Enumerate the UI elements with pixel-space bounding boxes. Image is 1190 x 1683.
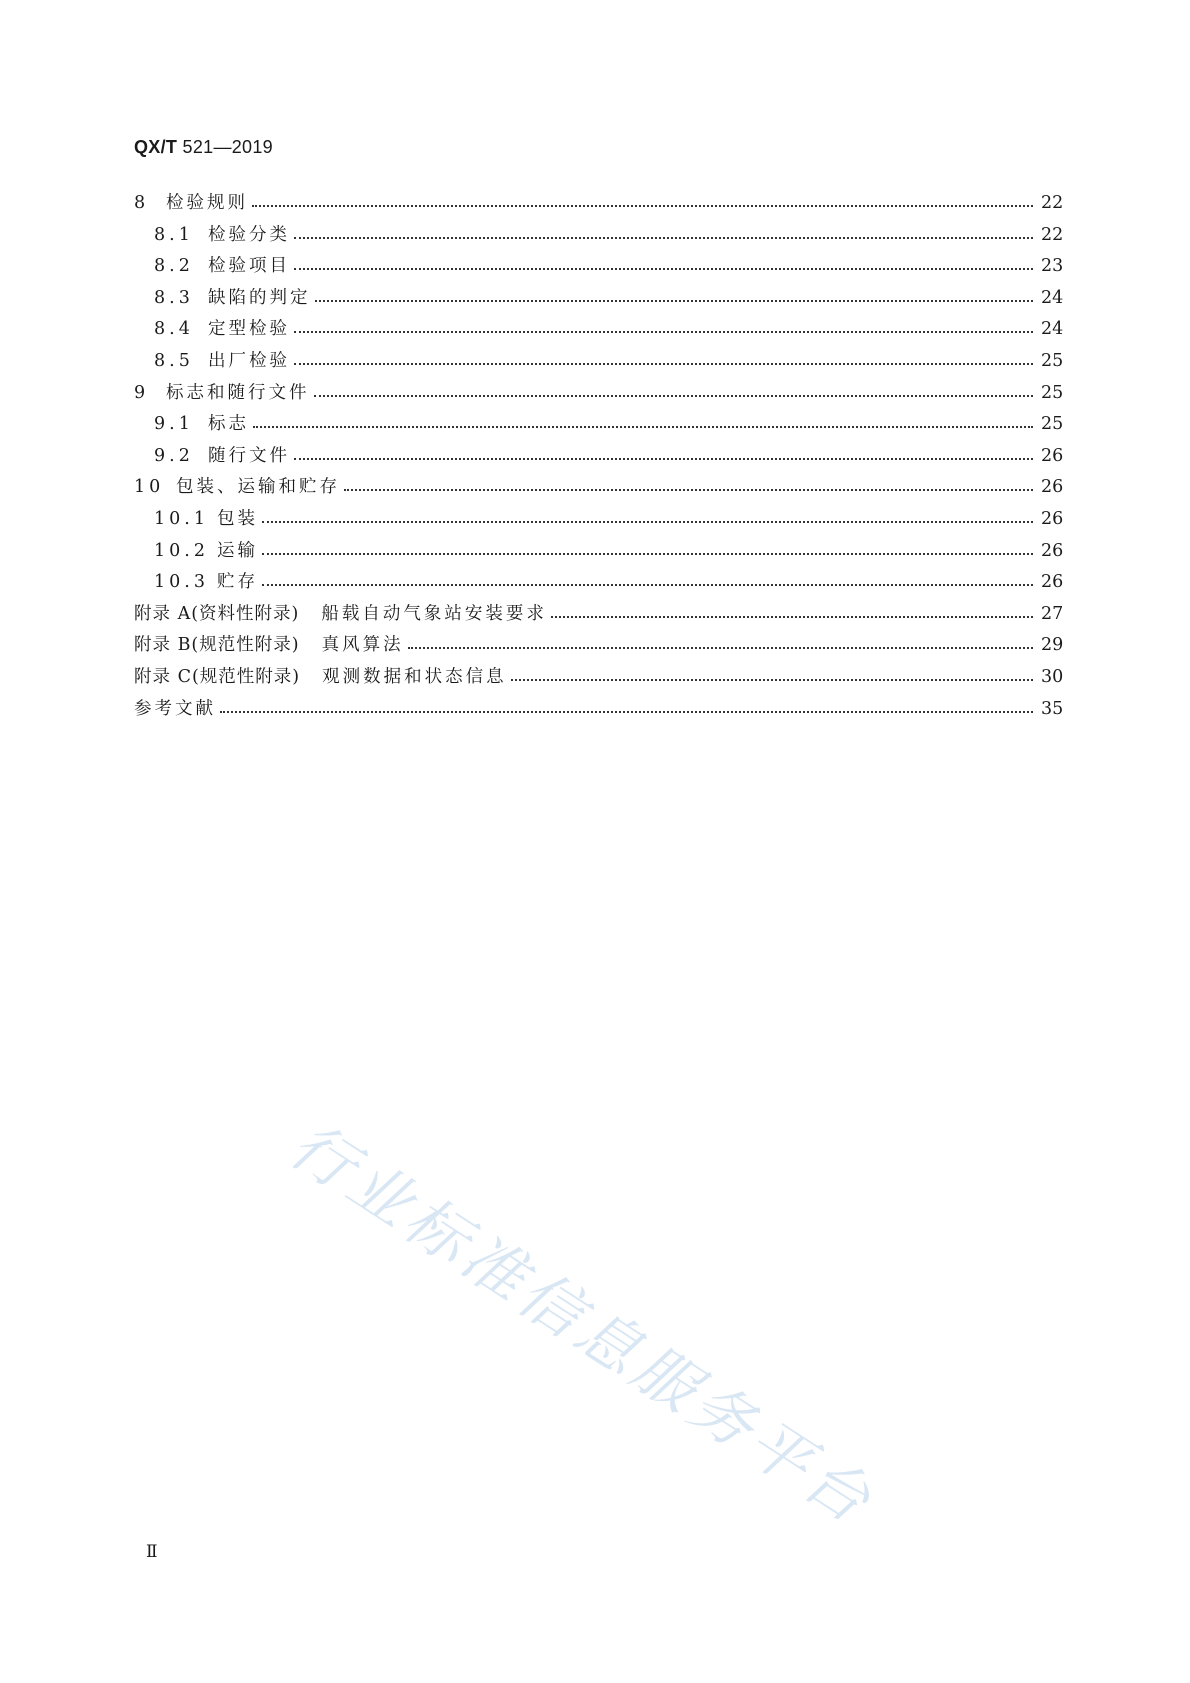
toc-entry-page: 29 [1041,635,1064,656]
toc-entry-page: 27 [1041,603,1064,624]
toc-leader-dots [315,288,1034,302]
toc-entry-page: 26 [1041,508,1064,529]
toc-entry[interactable] [134,252,1063,284]
toc-entry-number: 8.2 [154,256,194,277]
toc-entry-page: 23 [1041,256,1064,277]
toc-leader-dots [294,446,1033,460]
toc-entry-page: 26 [1041,445,1064,466]
toc-entry-number: 10.2 [154,540,209,561]
toc-entry-number: 8.1 [154,224,194,245]
toc-entry-title: 标志 [208,414,249,435]
toc-entry[interactable] [134,600,1063,632]
toc-entry-title: 检验分类 [208,224,290,245]
toc-entry-number: 8.4 [154,319,194,340]
toc-entry-number: 8.3 [154,287,194,308]
toc-leader-dots [252,193,1033,207]
toc-entry[interactable] [134,473,1063,505]
toc-entry[interactable] [134,663,1063,695]
toc-leader-dots [294,319,1033,333]
toc-entry-number: 10.1 [154,508,209,529]
toc-leader-dots [262,541,1033,555]
toc-entry-title: 船载自动气象站安装要求 [321,603,547,624]
toc-entry-title: 缺陷的判定 [208,287,311,308]
toc-entry-title: 检验项目 [208,256,290,277]
toc-entry-page: 22 [1041,193,1064,213]
toc-entry-number: 9.1 [154,414,194,435]
toc-entry-page: 35 [1041,698,1064,719]
toc-entry-page: 30 [1041,666,1064,687]
toc-entry-number: 9.2 [154,445,194,466]
toc-leader-dots [262,509,1033,523]
toc-entry[interactable] [134,537,1063,569]
toc-entry-number: 10 [134,477,165,498]
toc-entry-title: 贮存 [217,572,258,593]
toc-entry[interactable] [134,189,1063,221]
toc-leader-dots [294,225,1033,239]
toc-entry-page: 25 [1041,382,1064,403]
toc-entry-title: 包装、运输和贮存 [176,477,340,498]
toc-entry[interactable] [134,379,1063,411]
toc-entry-page: 26 [1041,477,1064,498]
toc-entry[interactable] [134,568,1063,600]
toc-entry-number: 附录 B(规范性附录) [134,635,300,656]
toc-entry-title: 参考文献 [134,698,216,719]
toc-leader-dots [262,572,1033,586]
table-of-contents [134,189,1063,726]
toc-entry-page: 24 [1041,287,1064,308]
toc-leader-dots [220,699,1033,713]
toc-entry-page: 26 [1041,572,1064,593]
toc-entry[interactable] [134,410,1063,442]
toc-entry[interactable] [134,631,1063,663]
standard-number: 521—2019 [182,137,273,157]
toc-entry-page: 25 [1041,350,1064,371]
toc-entry[interactable] [134,284,1063,316]
toc-entry-title: 运输 [217,540,258,561]
toc-leader-dots [511,667,1033,681]
toc-entry[interactable] [134,221,1063,253]
toc-entry[interactable] [134,442,1063,474]
toc-entry-title: 随行文件 [208,445,290,466]
toc-entry-title: 标志和随行文件 [166,382,310,403]
toc-entry-title: 定型检验 [208,319,290,340]
toc-entry-page: 22 [1041,224,1064,245]
page-number: Ⅱ [146,1542,158,1562]
toc-leader-dots [294,256,1033,270]
toc-entry-number: 8.5 [154,350,194,371]
toc-entry-number: 附录 A(资料性附录) [134,603,300,624]
toc-entry-page: 24 [1041,319,1064,340]
toc-entry[interactable] [134,347,1063,379]
toc-leader-dots [314,383,1034,397]
toc-entry[interactable] [134,695,1063,727]
toc-entry[interactable] [134,315,1063,347]
toc-leader-dots [344,477,1033,491]
standard-code: QX/T [134,137,178,157]
toc-entry-title: 检验规则 [166,193,248,213]
toc-entry-page: 26 [1041,540,1064,561]
toc-entry-number: 9 [134,382,150,403]
toc-entry-title: 真风算法 [321,635,404,656]
toc-entry-number: 10.3 [154,572,209,593]
toc-entry[interactable] [134,505,1063,537]
toc-leader-dots [551,604,1033,618]
toc-entry-title: 包装 [217,508,258,529]
toc-entry-title: 观测数据和状态信息 [322,666,507,687]
toc-entry-number: 附录 C(规范性附录) [134,666,301,687]
toc-entry-page: 25 [1041,414,1064,435]
toc-entry-title: 出厂检验 [208,350,290,371]
toc-leader-dots [253,414,1033,428]
toc-entry-number: 8 [134,193,150,213]
watermark: 行业标准信息服务平台 [277,1108,888,1540]
toc-leader-dots [294,351,1033,365]
toc-leader-dots [408,635,1033,649]
document-header [134,137,273,158]
